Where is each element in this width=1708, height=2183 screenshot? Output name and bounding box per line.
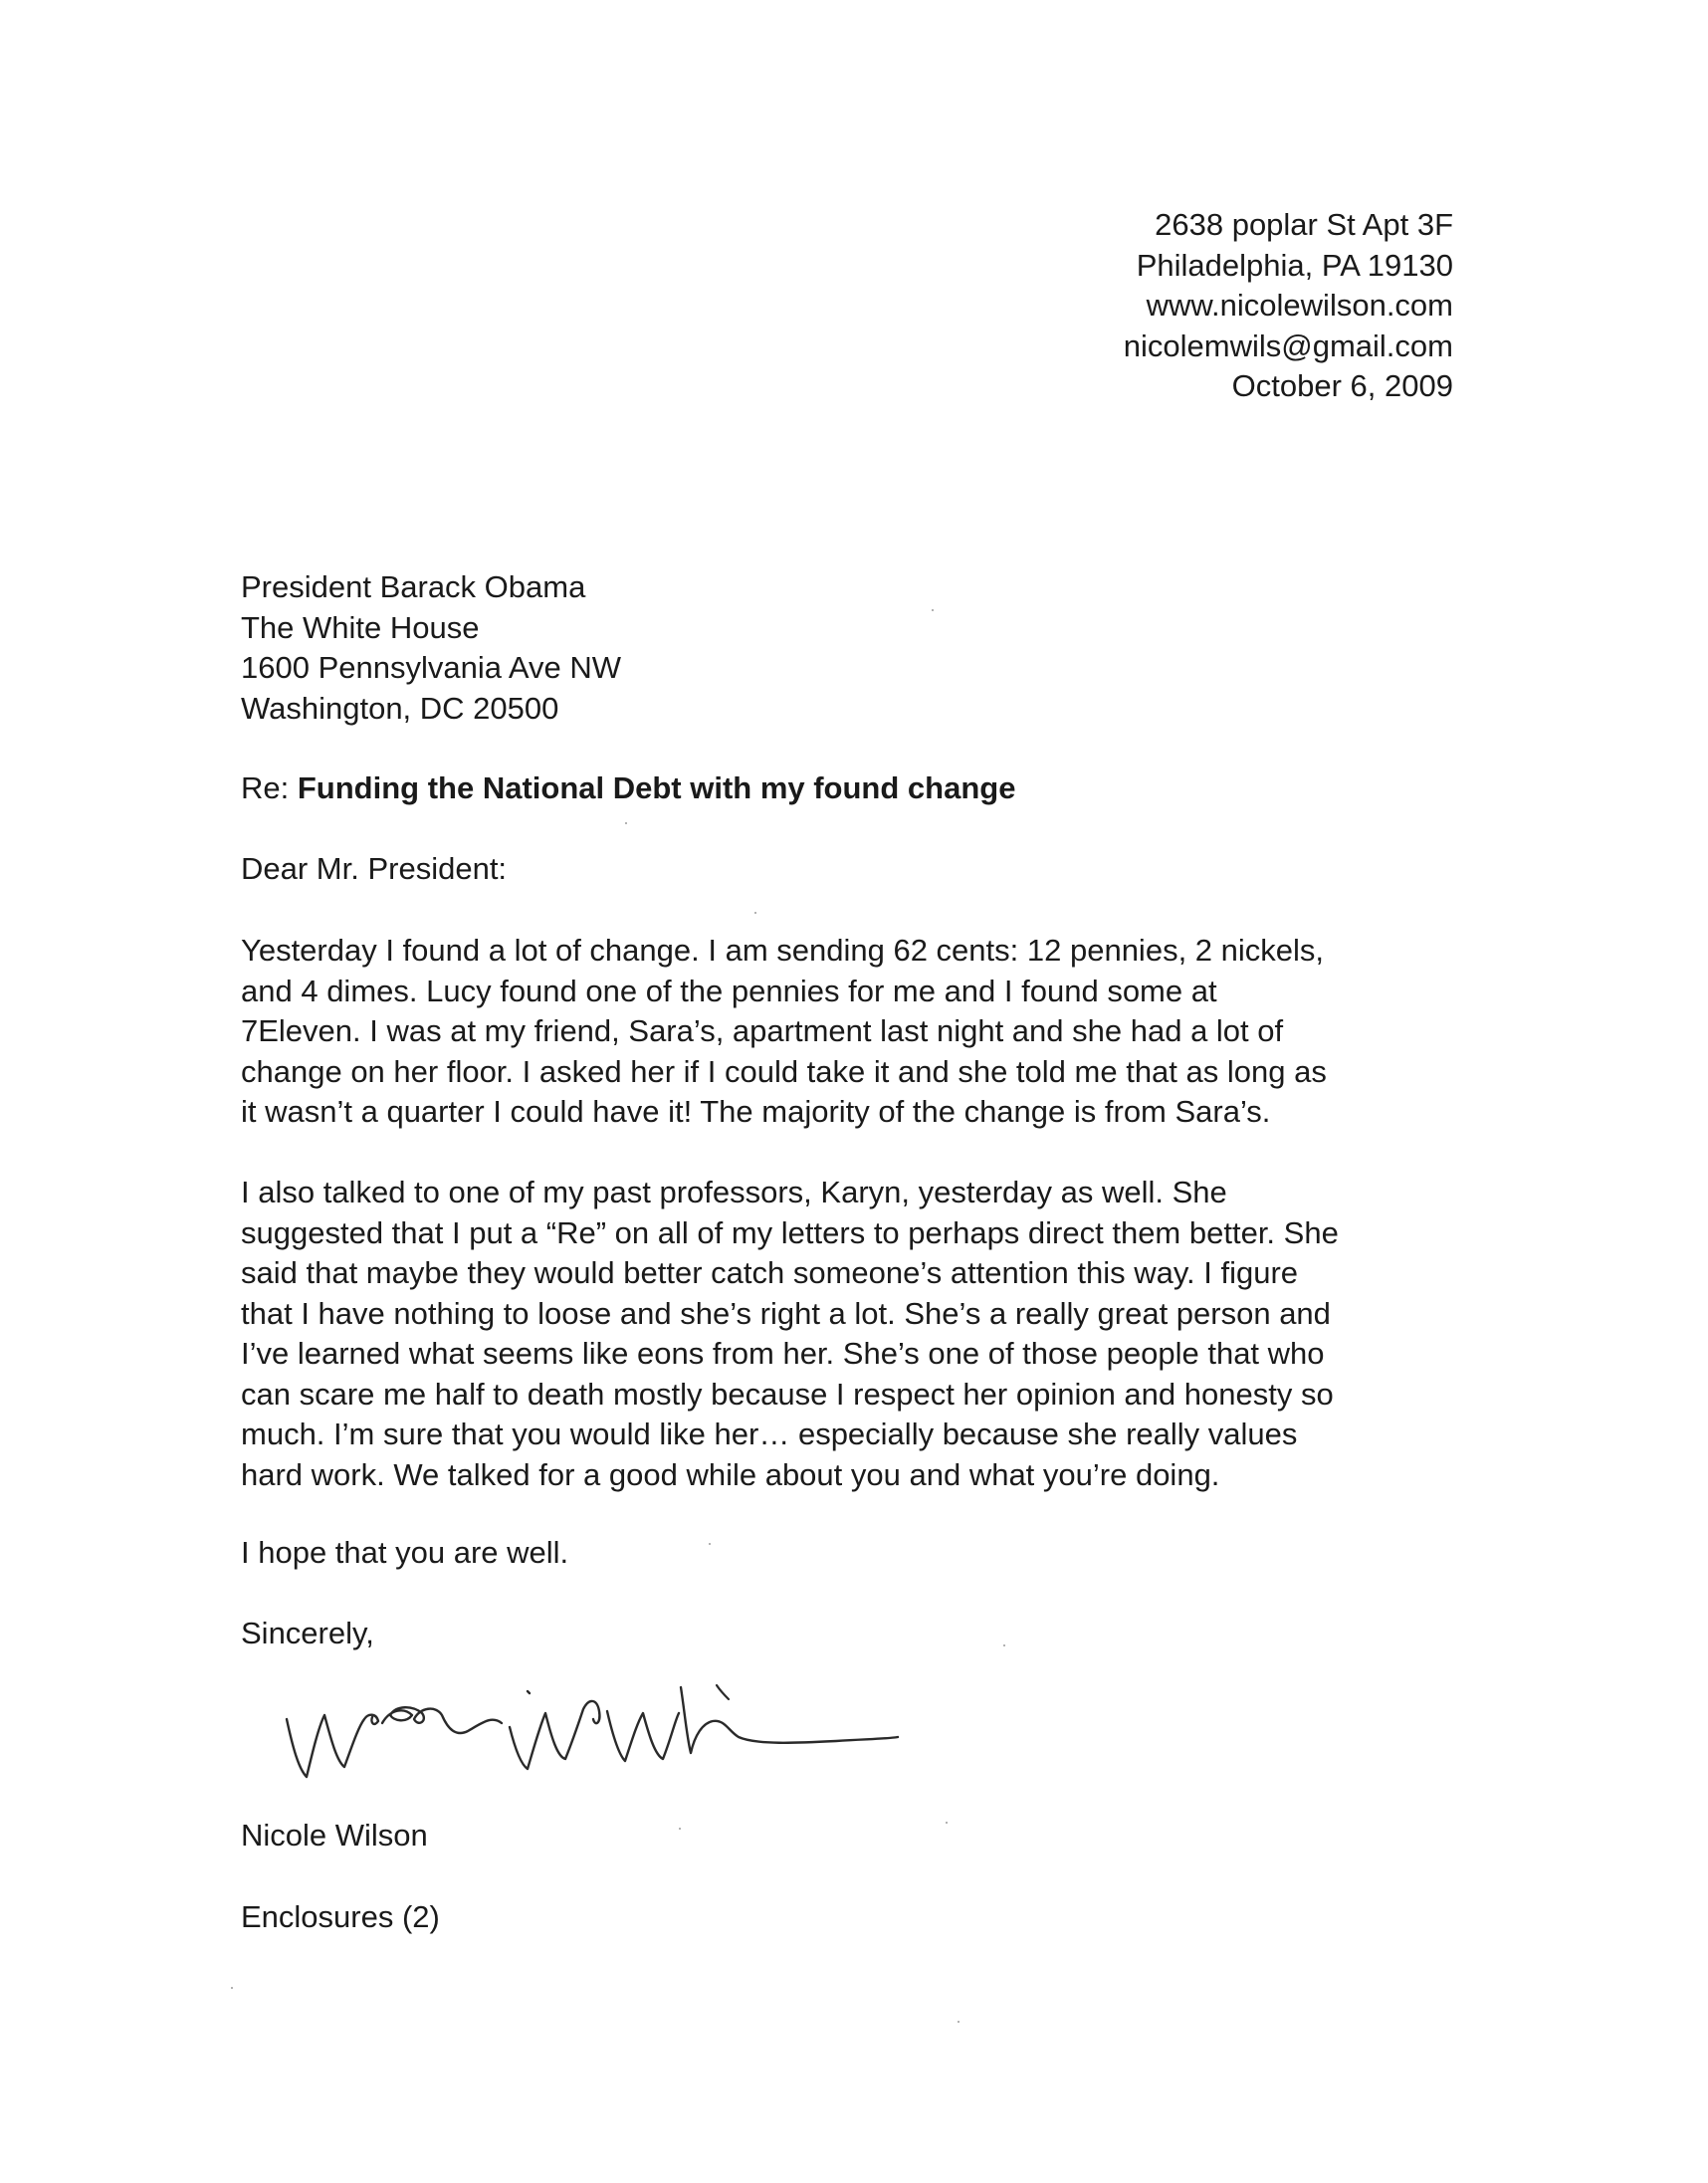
enclosures-note: Enclosures (2): [241, 1899, 440, 1934]
body-line: it wasn’t a quarter I could have it! The majority of the change is from Sara’s.: [241, 1094, 1271, 1129]
letter-date: October 6, 2009: [1231, 368, 1453, 403]
body-line: and 4 dimes. Lucy found one of the pennies for me and I found some at: [241, 973, 1217, 1008]
sender-website: www.nicolewilson.com: [1146, 288, 1453, 323]
sender-address-block: [1124, 205, 1453, 407]
body-paragraph-1: [241, 931, 1327, 1133]
scan-speck: [932, 609, 934, 611]
re-prefix: Re:: [241, 770, 298, 805]
sender-email: nicolemwils@gmail.com: [1123, 327, 1453, 363]
body-line: Yesterday I found a lot of change. I am sending 62 cents: 12 pennies, 2 nickels,: [241, 933, 1325, 968]
closing-wish: I hope that you are well.: [241, 1535, 569, 1570]
scan-speck: [958, 2021, 960, 2023]
body-line: that I have nothing to loose and she’s right a lot. She’s a really great person and: [241, 1295, 1331, 1331]
recipient-name: President Barack Obama: [241, 569, 586, 604]
recipient-city-line: Washington, DC 20500: [241, 690, 559, 726]
scan-speck: [625, 822, 627, 824]
signature-name: Nicole Wilson: [241, 1818, 428, 1853]
body-line: can scare me half to death mostly because I respect her opinion and honesty so: [241, 1376, 1334, 1412]
closing: Sincerely,: [241, 1616, 374, 1650]
re-line: [241, 768, 1015, 808]
handwritten-signature: [279, 1657, 906, 1797]
sender-city-line: Philadelphia, PA 19130: [1136, 247, 1453, 283]
body-line: I also talked to one of my past professors, Karyn, yesterday as well. She: [241, 1175, 1227, 1209]
body-line: I’ve learned what seems like eons from her. She’s one of those people that who: [241, 1336, 1325, 1371]
scan-speck: [679, 1828, 681, 1830]
scan-speck: [754, 912, 756, 914]
scan-speck: [1003, 1644, 1005, 1646]
body-paragraph-2: [241, 1173, 1339, 1495]
body-line: change on her floor. I asked her if I could take it and she told me that as long as: [241, 1053, 1327, 1089]
recipient-street: 1600 Pennsylvania Ave NW: [241, 650, 621, 685]
salutation: Dear Mr. President:: [241, 851, 508, 886]
sender-street: 2638 poplar St Apt 3F: [1155, 207, 1453, 242]
re-subject: Funding the National Debt with my found change: [297, 770, 1016, 805]
body-line: hard work. We talked for a good while about you and what you’re doing.: [241, 1456, 1220, 1492]
scan-speck: [946, 1822, 948, 1824]
body-line: 7Eleven. I was at my friend, Sara’s, apartment last night and she had a lot of: [241, 1013, 1284, 1048]
body-line: suggested that I put a “Re” on all of my letters to perhaps direct them better. She: [241, 1214, 1339, 1250]
body-line: much. I’m sure that you would like her… especially because she really values: [241, 1417, 1298, 1451]
body-line: said that maybe they would better catch someone’s attention this way. I figure: [241, 1255, 1299, 1290]
recipient-address-block: [241, 567, 621, 729]
recipient-org: The White House: [241, 609, 480, 645]
scan-speck: [231, 1987, 233, 1989]
scan-speck: [709, 1543, 711, 1545]
